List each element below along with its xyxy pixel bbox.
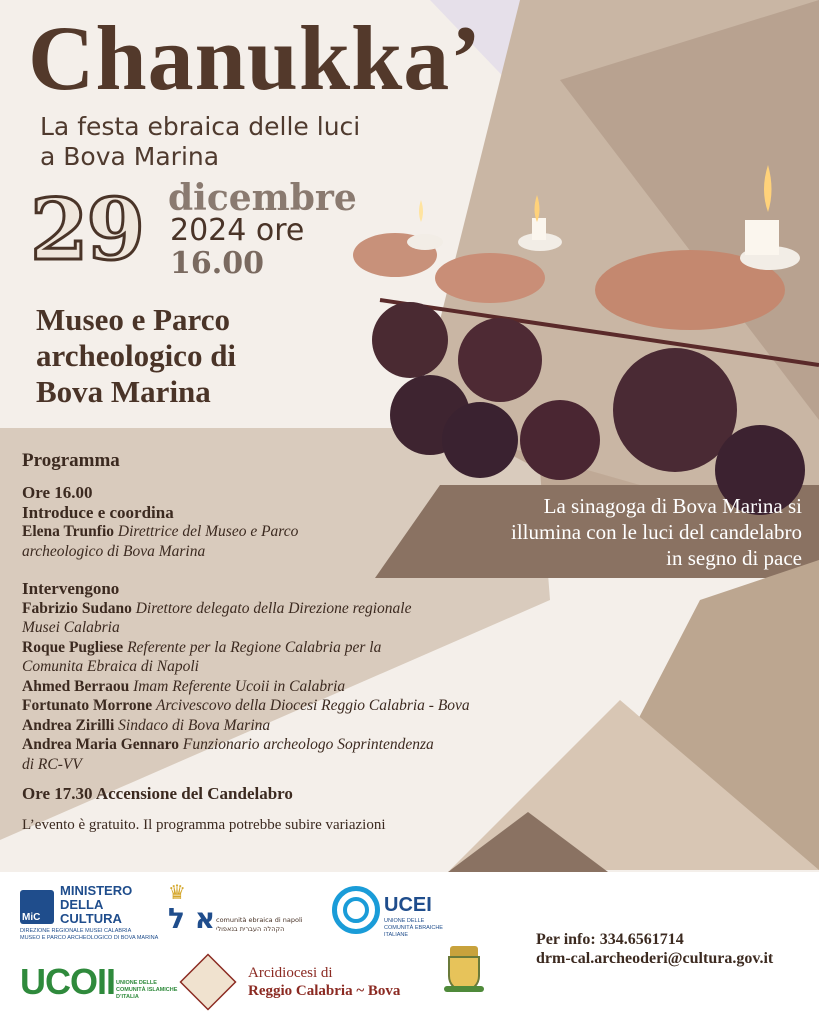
- speaker-item: [22, 599, 542, 619]
- mic-line-4: DIREZIONE REGIONALE MUSEI CALABRIA: [20, 928, 132, 934]
- subtitle-line-1: La festa ebraica delle luci: [40, 112, 361, 141]
- mic-emblem-icon: [20, 890, 54, 924]
- diocese-logo: [180, 954, 420, 1014]
- mic-line-2: DELLA: [60, 897, 104, 912]
- event-note: L’evento è gratuito. Il programma potrebbe subire variazioni: [22, 816, 386, 833]
- event-time: 16.00: [170, 246, 264, 281]
- quote-line-1: La sinagoga di Bova Marina si: [543, 494, 802, 518]
- quote-line-3: in segno di pace: [666, 546, 802, 570]
- mic-logo: [20, 883, 159, 944]
- speaker-role: Arcivescovo della Diocesi Reggio Calabria - Bova: [156, 697, 470, 714]
- venue-line-3: Bova Marina: [36, 374, 211, 409]
- ucoii-logo: [20, 961, 178, 1006]
- speaker-name: Fortunato Morrone: [22, 697, 153, 714]
- speaker-role: Imam Referente Ucoii in Calabria: [133, 677, 346, 695]
- ucoii-line-1: UNIONE DELLE: [116, 980, 157, 986]
- event-day: 29: [30, 180, 143, 279]
- mic-badge: MiC: [22, 912, 41, 923]
- venue-line-2: archeologico di: [36, 338, 237, 373]
- speaker-item: [22, 696, 542, 716]
- ucei-logo: [332, 884, 462, 944]
- program-heading: Programma: [22, 450, 120, 471]
- crown-icon: ♛: [168, 880, 186, 904]
- speaker-role-cont: [22, 657, 542, 677]
- event-month: dicembre: [168, 177, 357, 219]
- hebrew-letters-icon: א ל: [168, 902, 216, 935]
- intro-role: Direttrice del Museo e Parco: [117, 523, 299, 540]
- speaker-role: Sindaco di Bova Marina: [118, 716, 271, 734]
- napoli-line-1: comunità ebraica di napoli: [216, 916, 303, 924]
- ucei-line-2: COMUNITÀ EBRAICHE: [384, 925, 443, 931]
- bova-marina-crest-icon: [444, 946, 484, 1002]
- venue-line-1: Museo e Parco: [36, 302, 230, 337]
- subtitle-line-2: a Bova Marina: [40, 142, 220, 171]
- speaker-item: [22, 735, 542, 755]
- lighting-entry: [22, 784, 542, 804]
- speaker-role-line-2: Musei Calabria: [22, 619, 120, 636]
- speaker-name: Roque Pugliese: [22, 638, 124, 656]
- event-subtitle: [40, 112, 480, 172]
- program-section: [22, 449, 542, 835]
- speaker-role-cont: [22, 618, 542, 638]
- speaker-role: Funzionario archeologo Soprintendenza: [182, 736, 434, 753]
- diocese-line-2: Reggio Calabria ~ Bova: [248, 983, 401, 999]
- napoli-line-2: הקהלה העברית בנאפולי: [216, 925, 285, 933]
- speaker-name: Andrea Maria Gennaro: [22, 736, 180, 753]
- speaker-role-line-2: Comunita Ebraica di Napoli: [22, 658, 199, 675]
- intro-name: Elena Trunfio: [22, 523, 115, 540]
- ucoii-line-3: D’ITALIA: [116, 994, 139, 1000]
- intro-role-line-2: archeologico di Bova Marina: [22, 542, 206, 560]
- intro-heading: Introduce e coordina: [22, 502, 174, 522]
- speaker-name: Andrea Zirilli: [22, 716, 115, 734]
- ucei-line-1: UNIONE DELLE: [384, 918, 425, 924]
- speaker-role-cont: [22, 755, 542, 775]
- mic-line-1: MINISTERO: [60, 883, 133, 898]
- speaker-role-line-2: di RC-VV: [22, 755, 82, 773]
- speaker-item: [22, 638, 542, 658]
- speaker-name: Ahmed Berraou: [22, 677, 130, 695]
- event-venue: [36, 302, 366, 410]
- speaker-name: Fabrizio Sudano: [22, 599, 132, 617]
- speaker-role: Referente per la Regione Calabria per la: [127, 638, 382, 656]
- mic-line-5: MUSEO E PARCO ARCHEOLOGICO DI BOVA MARINA: [20, 935, 159, 941]
- speaker-item: [22, 716, 542, 736]
- intro-entry: [22, 522, 542, 542]
- lighting-time: Ore 17.30: [22, 784, 93, 803]
- contact-info: [536, 930, 773, 968]
- opening-time: Ore 16.00: [22, 483, 93, 502]
- ucoii-name: UCOII: [20, 961, 116, 1002]
- ucei-name: UCEI: [384, 894, 432, 916]
- lighting-label: Accensione del Candelabro: [95, 784, 293, 803]
- quote-line-2: illumina con le luci del candelabro: [511, 520, 802, 544]
- church-emblem-icon: [179, 953, 236, 1010]
- event-title: Chanukka’: [28, 7, 482, 109]
- contact-phone: Per info: 334.6561714: [536, 931, 684, 948]
- napoli-community-logo: [168, 882, 313, 942]
- mic-line-3: CULTURA: [60, 911, 122, 926]
- contact-email[interactable]: drm-cal.archeoderi@cultura.gov.it: [536, 950, 774, 967]
- event-year: 2024 ore: [170, 213, 305, 248]
- speakers-heading: Intervengono: [22, 579, 120, 598]
- speaker-role: Direttore delegato della Direzione regionale: [135, 599, 412, 617]
- ucei-line-3: ITALIANE: [384, 932, 409, 938]
- ucoii-line-2: COMUNITÀ ISLAMICHE: [116, 987, 178, 993]
- ucei-circles-icon: [332, 886, 380, 934]
- speaker-item: [22, 677, 542, 697]
- intro-role-cont: [22, 542, 542, 562]
- diocese-line-1: Arcidiocesi di: [248, 965, 333, 981]
